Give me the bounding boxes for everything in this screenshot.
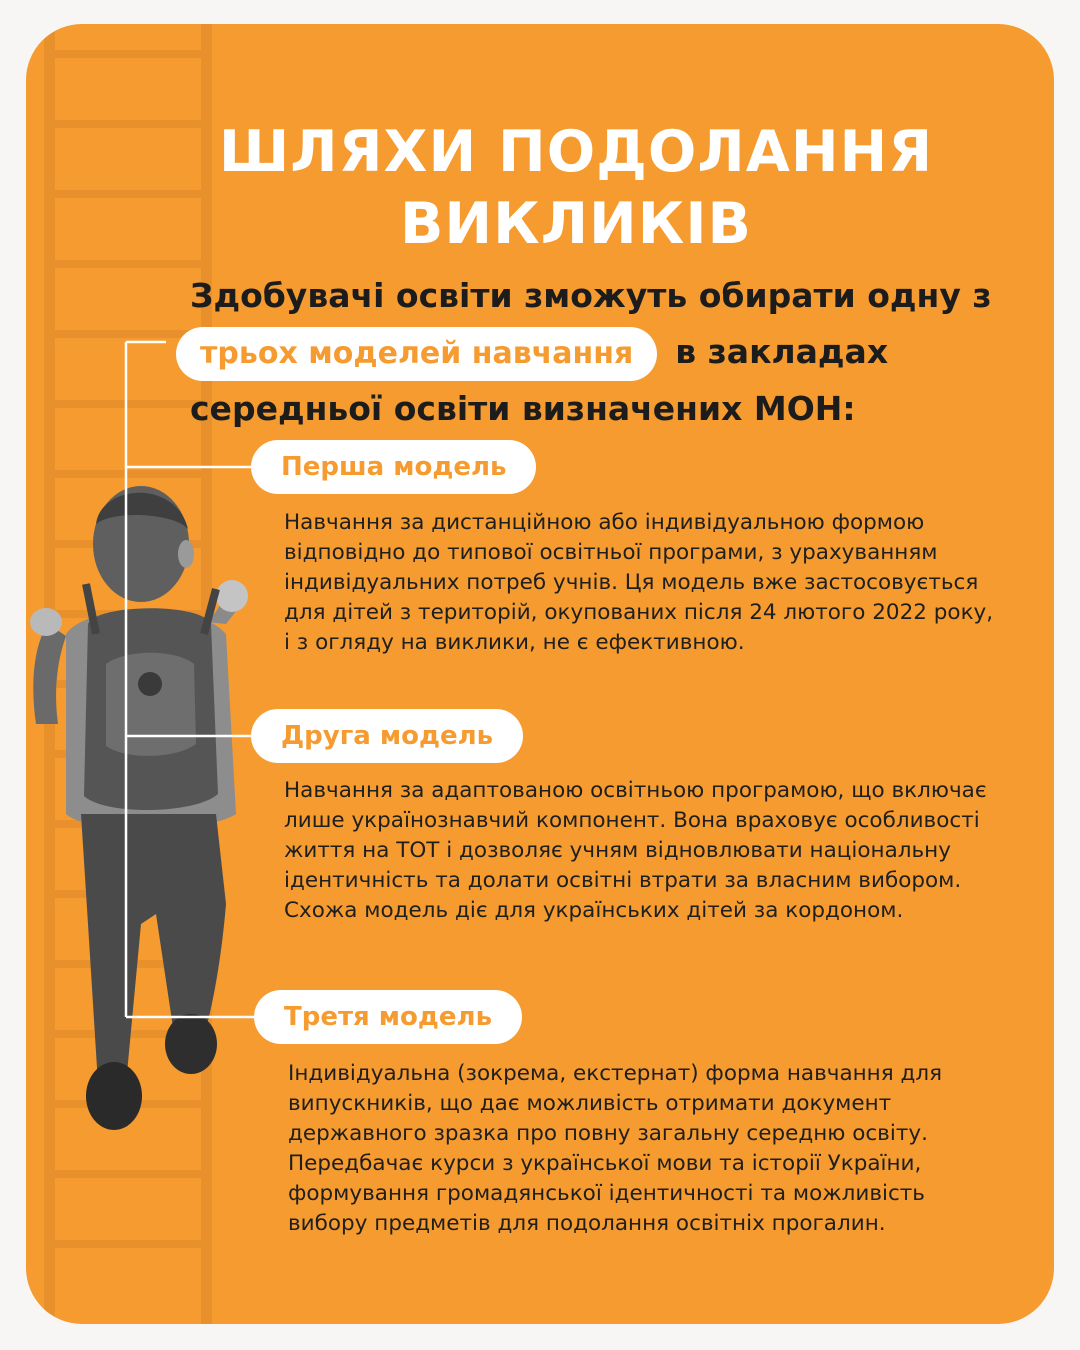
intro-line-3: середньої освіти визначених МОН:: [190, 389, 856, 428]
model-2-label: Друга модель: [251, 709, 523, 763]
title-line-1: ШЛЯХИ ПОДОЛАННЯ: [218, 119, 934, 185]
model-2-description: Навчання за адаптованою освітньою програмою, що включає лише українознавчий компонент. Вона враховує особливості життя на ТОТ і дозволяє учням відновлювати національну ідентичність та долати освітні втрати за власним вибором. Схожа модель діє для українських дітей за кордоном.: [284, 778, 987, 923]
intro-line-2-rest: в закладах: [675, 332, 889, 371]
title-line-2: ВИКЛИКІВ: [399, 191, 753, 257]
model-3-label: Третя модель: [254, 990, 522, 1044]
intro-line-1: Здобувачі освіти зможуть обирати одну з: [190, 276, 992, 315]
intro-text: [176, 268, 1036, 437]
intro-line-2: [176, 324, 1036, 381]
model-3-description: Індивідуальна (зокрема, екстернат) форма навчання для випускників, що дає можливість отримати документ державного зразка про повну загальну середню освіту. Передбачає курси з української мови та історії України, формування громадянської ідентичності та можливість вибору предметів для подолання освітніх прогалин.: [288, 1061, 943, 1236]
page-title: [146, 116, 1006, 260]
model-1-description: Навчання за дистанційною або індивідуальною формою відповідно до типової освітньої програми, з урахуванням індивідуальних потреб учнів. Ця модель вже застосовується для дітей з територій, окупованих після 24 лютого 2022 року, і з огляду на виклики, не є ефективною.: [284, 510, 994, 655]
infographic-card: [26, 24, 1054, 1324]
model-1-label: Перша модель: [251, 440, 536, 494]
models-highlight-pill: трьох моделей навчання: [176, 327, 657, 381]
